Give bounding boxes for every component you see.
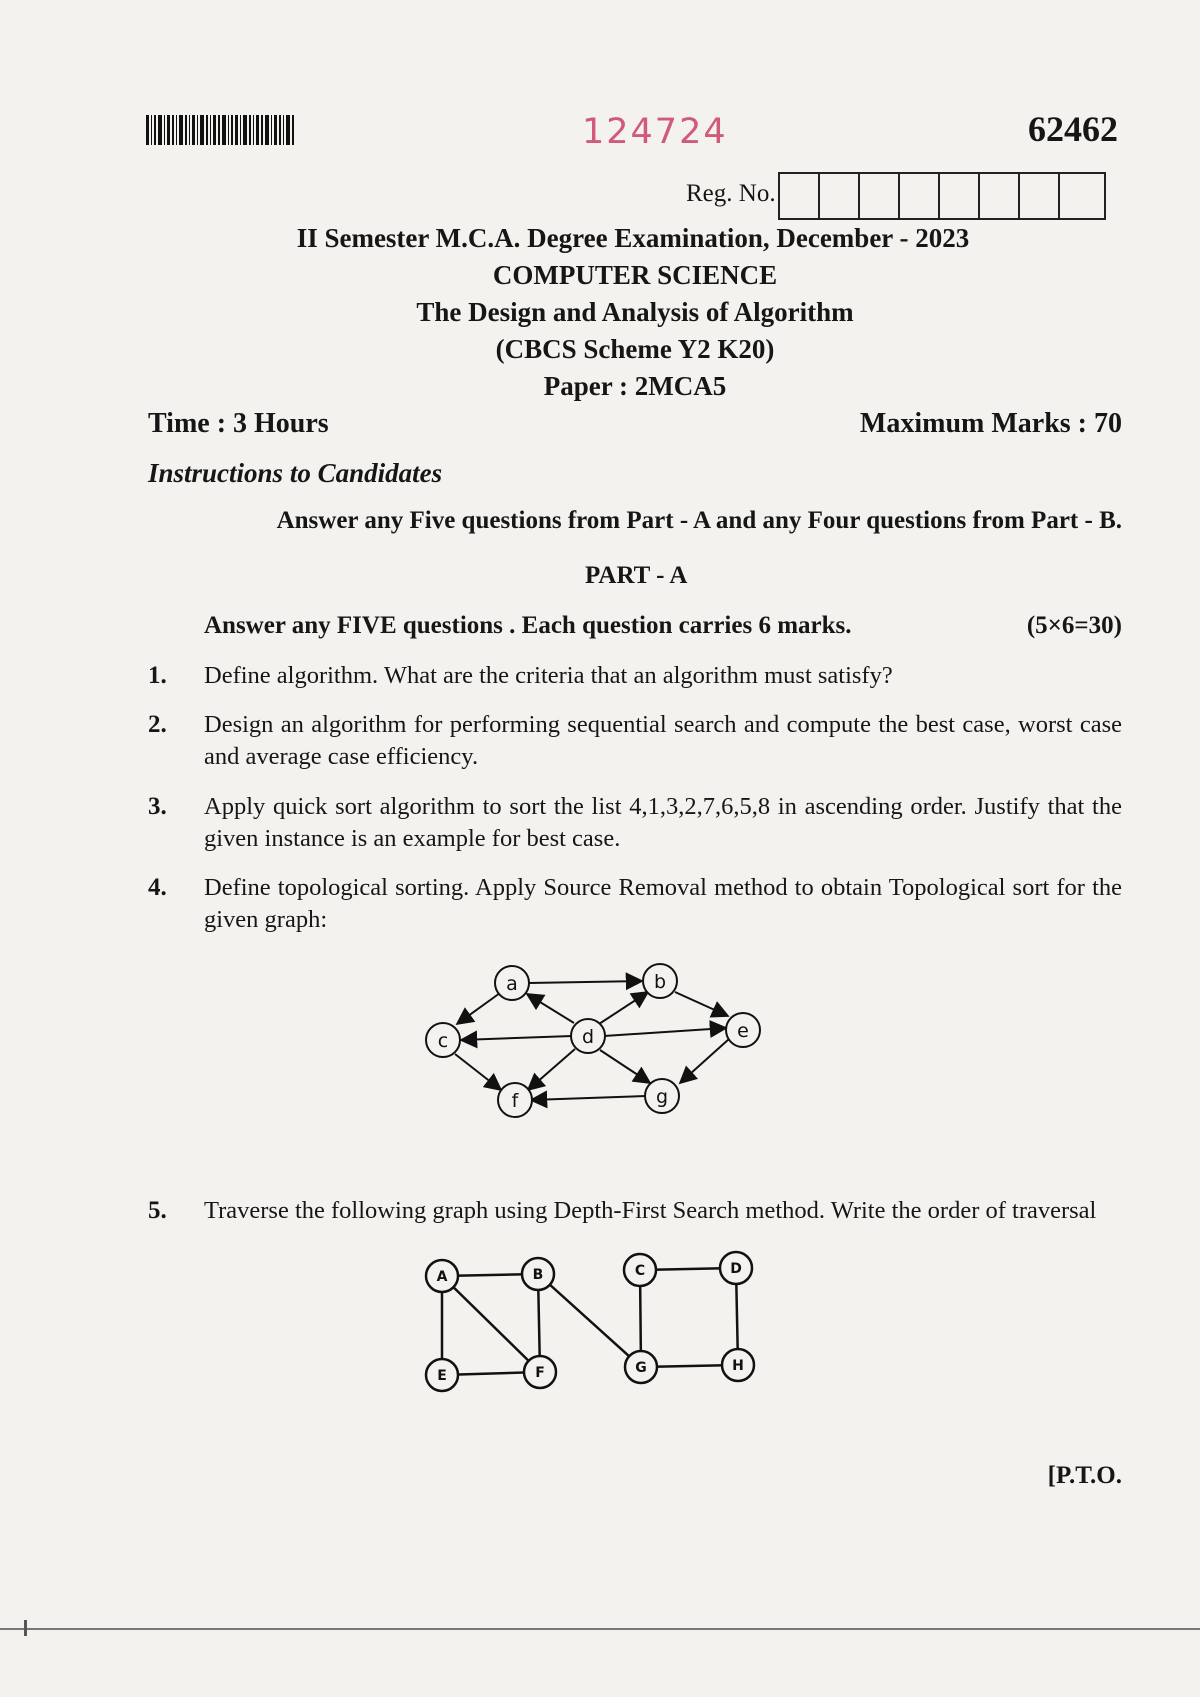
handwritten-number: 124724 (582, 112, 728, 152)
subject-heading: COMPUTER SCIENCE (492, 260, 778, 290)
paper-code: 62462 (1028, 109, 1118, 149)
part-a-marks: (5×6=30) (1026, 612, 1122, 639)
page-edge-mark (24, 1620, 27, 1636)
paper-heading: Paper : 2MCA5 (543, 371, 727, 401)
node-label: b (653, 971, 667, 993)
node-label: H (732, 1358, 744, 1374)
scheme-heading: (CBCS Scheme Y2 K20) (495, 334, 775, 364)
max-marks: Maximum Marks : 70 (859, 408, 1122, 439)
part-a-heading: PART - A (585, 562, 688, 589)
node-label: G (635, 1360, 647, 1376)
question-text: Apply quick sort algorithm to sort the list 4,1,3,2,7,6,5,8 in ascending order. Justify that the given instance is an example for best case. (204, 793, 1122, 852)
node-label: D (730, 1261, 742, 1277)
node-label: B (532, 1267, 544, 1283)
reg-no-label: Reg. No. (686, 180, 776, 207)
node-label: F (535, 1365, 545, 1381)
question-number: 5. (148, 1197, 167, 1224)
course-heading: The Design and Analysis of Algorithm (416, 297, 854, 327)
question-text: Define algorithm. What are the criteria that an algorithm must satisfy? (204, 662, 893, 689)
node-label: E (437, 1368, 447, 1384)
question-number: 3. (148, 793, 167, 820)
question-text: Traverse the following graph using Depth-First Search method. Write the order of traversal (204, 1197, 1097, 1224)
question-number: 4. (148, 874, 167, 901)
question-text: Design an algorithm for performing sequential search and compute the best case, worst case and average case efficiency. (204, 711, 1122, 770)
exam-title: II Semester M.C.A. Degree Examination, December - 2023 (296, 223, 970, 253)
question-text: Define topological sorting. Apply Source Removal method to obtain Topological sort for the given graph: (204, 874, 1122, 933)
node-label: C (634, 1263, 646, 1279)
node-label: e (737, 1020, 749, 1042)
exam-time: Time : 3 Hours (148, 408, 329, 439)
instructions-title: Instructions to Candidates (148, 458, 443, 488)
instructions-text: Answer any Five questions from Part - A and any Four questions from Part - B. (276, 507, 1122, 534)
node-label: g (655, 1086, 669, 1108)
node-label: A (436, 1269, 448, 1285)
pto-label: [P.T.O. (1047, 1462, 1122, 1489)
question-number: 1. (148, 662, 167, 689)
node-label: a (506, 973, 518, 995)
node-label: f (511, 1090, 519, 1112)
question-number: 2. (148, 711, 167, 738)
node-label: d (581, 1026, 595, 1048)
node-label: c (437, 1030, 449, 1052)
edge-B-G (538, 1274, 641, 1367)
part-a-instruction: Answer any FIVE questions . Each question carries 6 marks. (204, 612, 852, 639)
edge-A-F (442, 1276, 540, 1372)
page-bottom-line (0, 1628, 1200, 1630)
